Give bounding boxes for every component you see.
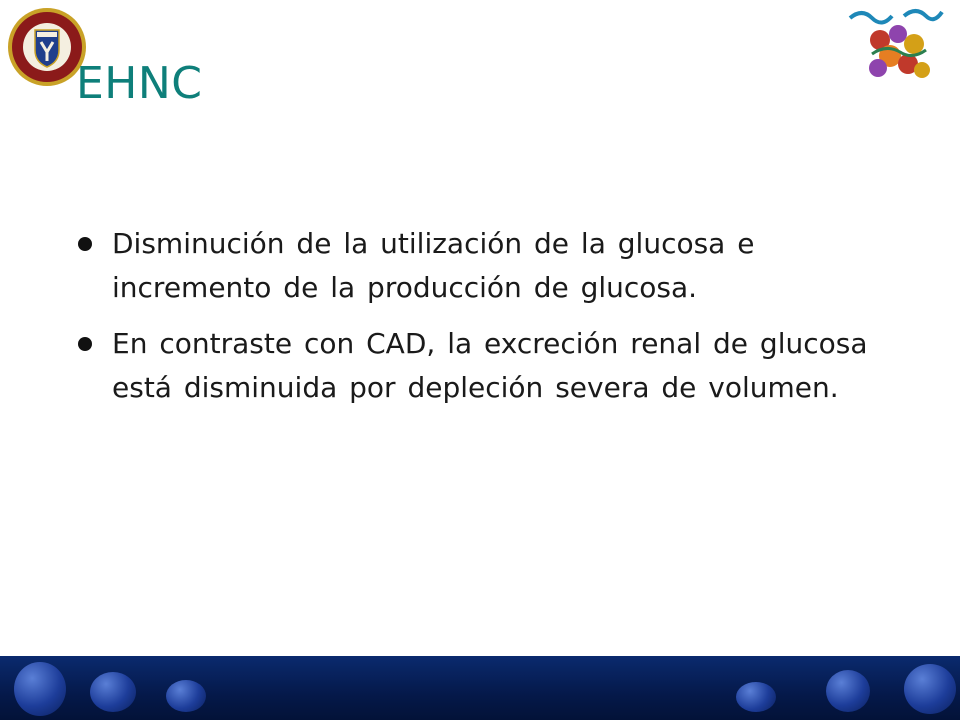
bullet-dot-icon — [78, 337, 92, 351]
decorative-orb — [736, 682, 776, 712]
footer-decoration-band — [0, 656, 960, 720]
bullet-item — [76, 222, 876, 310]
slide-title: EHNC — [76, 58, 203, 109]
decorative-orb — [826, 670, 870, 712]
decorative-orb — [904, 664, 956, 714]
decorative-orb — [166, 680, 206, 712]
decorative-orb — [14, 662, 66, 716]
bullet-text: En contraste con CAD, la excreción renal de glucosa está disminuida por depleción severa de volumen. — [112, 327, 868, 404]
decorative-orb — [90, 672, 136, 712]
bullet-item — [76, 322, 876, 410]
bullet-list — [76, 222, 876, 422]
bullet-text: Disminución de la utilización de la glucosa e incremento de la producción de glucosa. — [112, 227, 755, 304]
bullet-dot-icon — [78, 237, 92, 251]
molecule-logo-icon — [842, 4, 946, 86]
